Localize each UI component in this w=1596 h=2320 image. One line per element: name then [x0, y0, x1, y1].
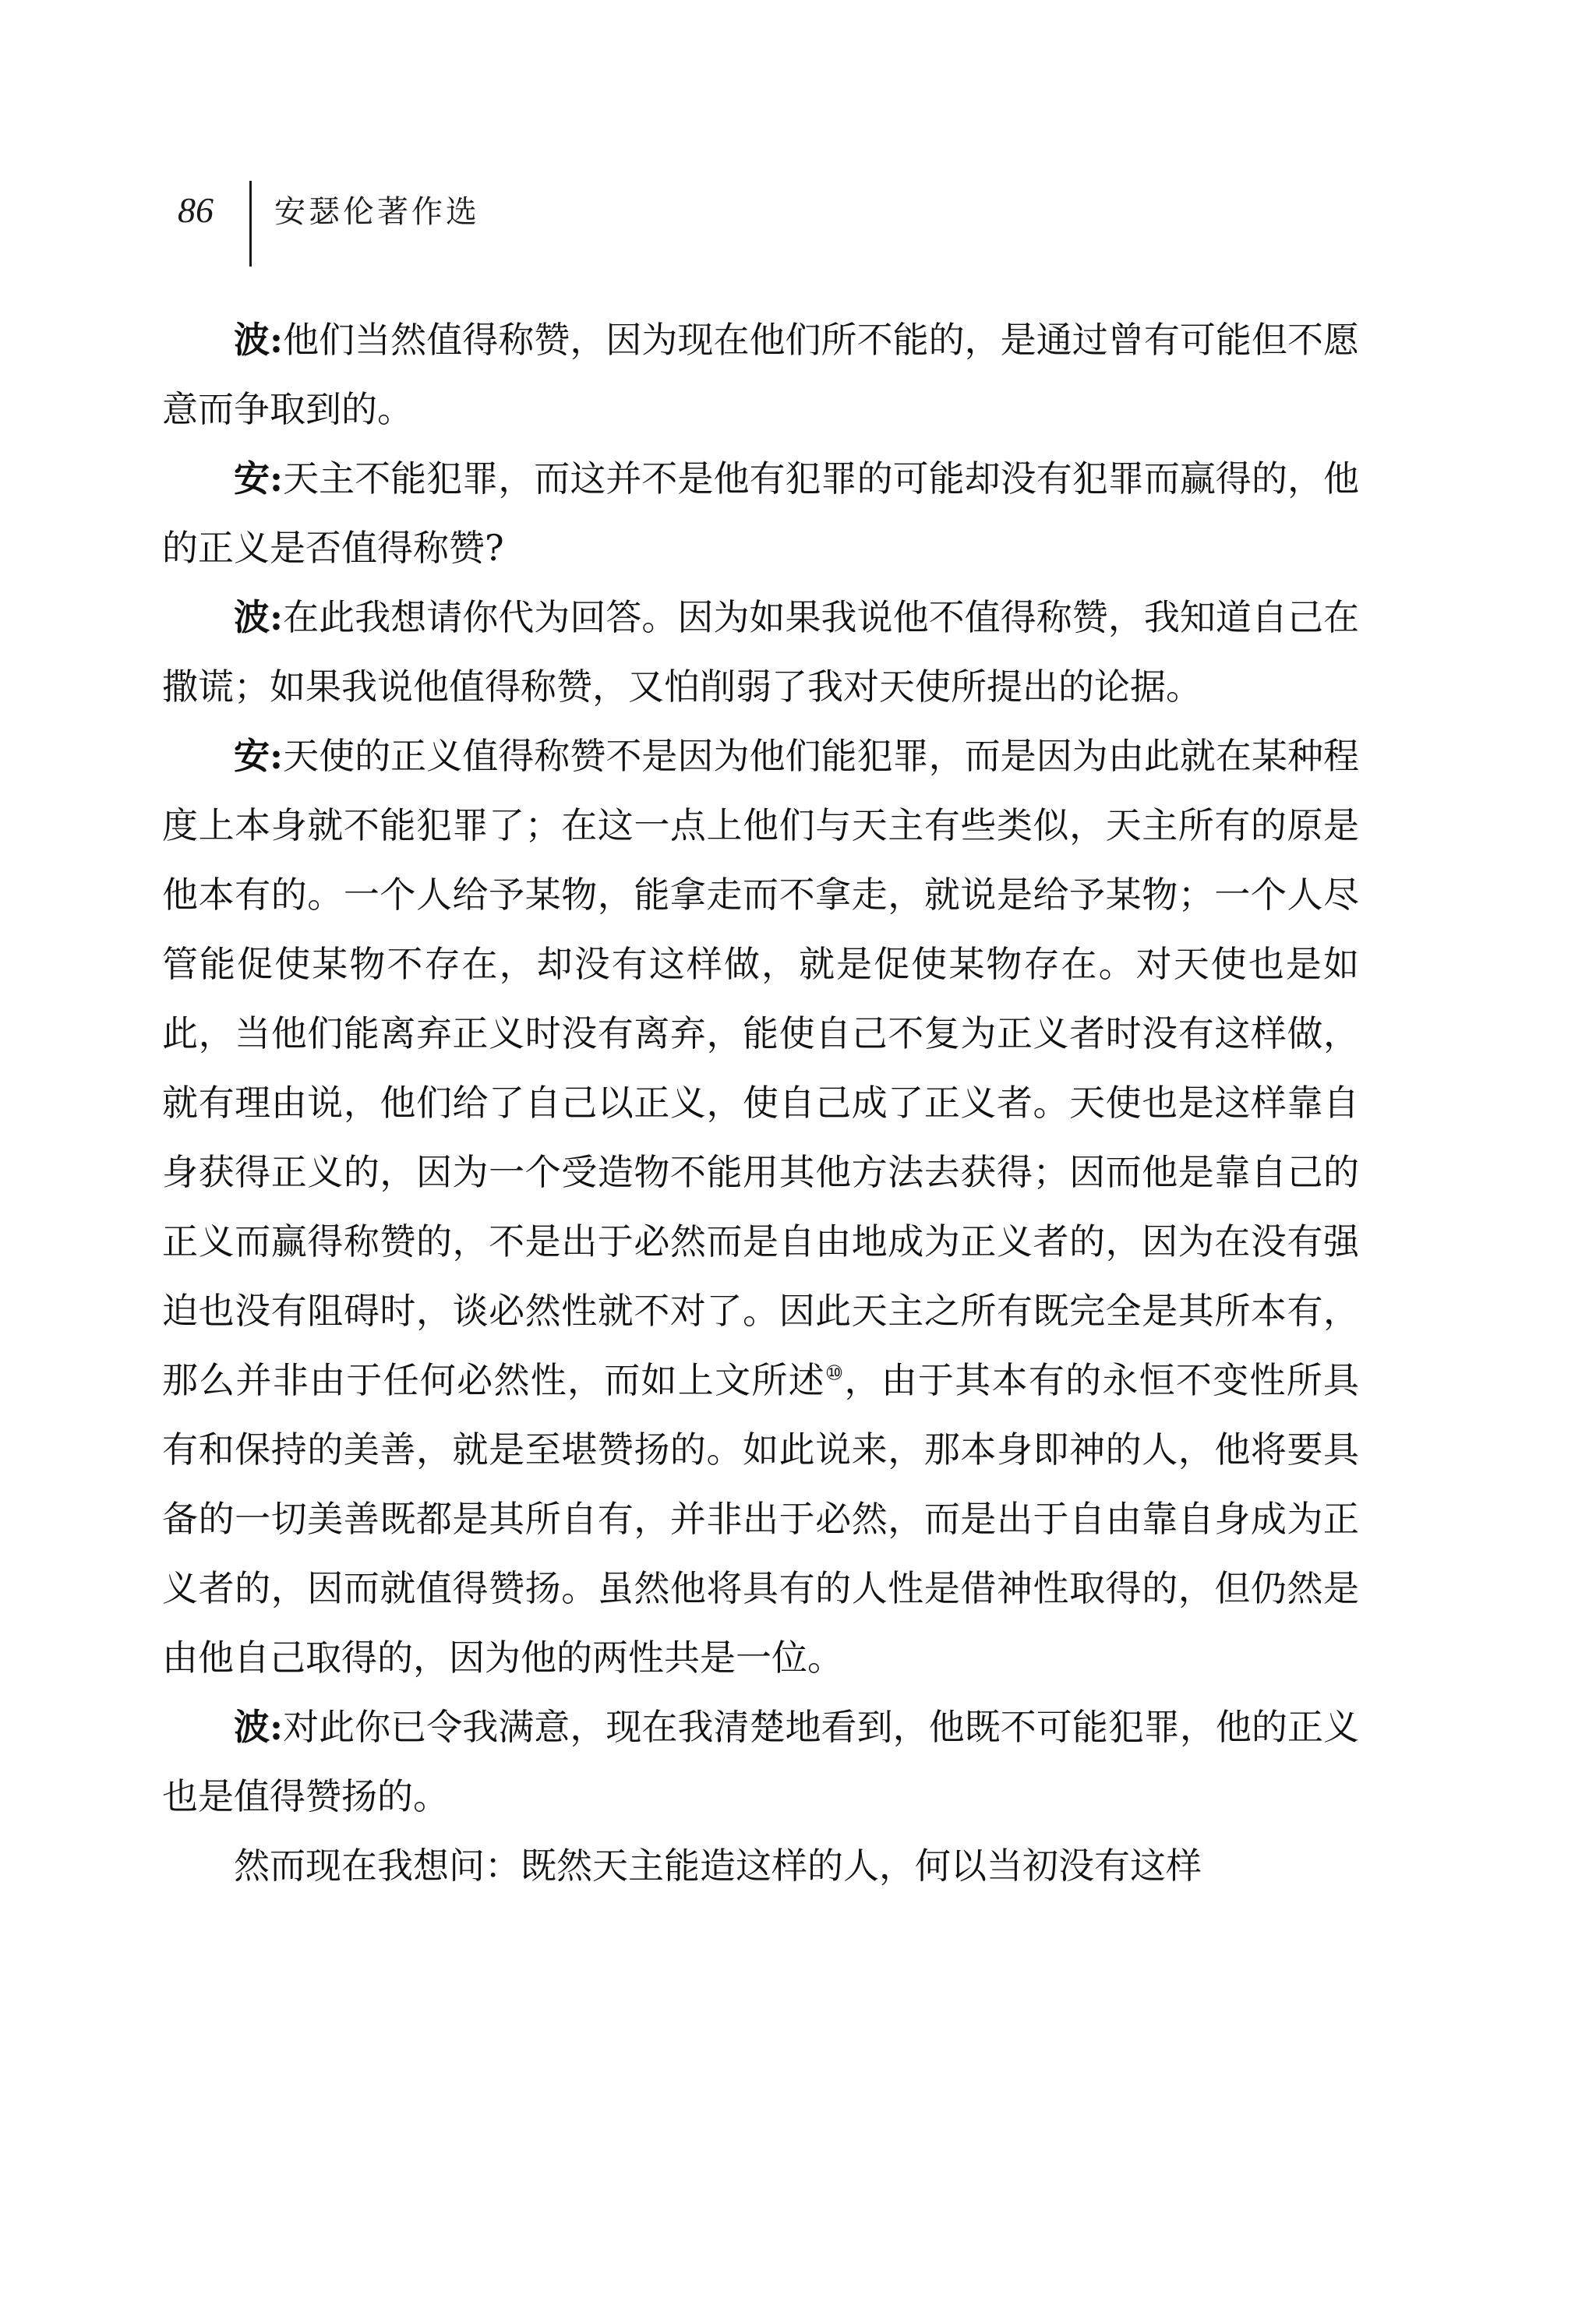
body-text [162, 305, 1359, 1901]
speaker-separator: : [270, 457, 284, 500]
paragraph-text: 天主不能犯罪，而这并不是他有犯罪的可能却没有犯罪而赢得的，他的正义是否值得称赞? [162, 457, 1360, 569]
paragraph-text: 在此我想请你代为回答。因为如果我说他不值得称赞，我知道自己在撒谎；如果我说他值得称赞，又怕削弱了我对天使所提出的论据。 [162, 596, 1360, 708]
paragraph-text: 天使的正义值得称赞不是因为他们能犯罪，而是因为由此就在某种程度上本身就不能犯罪了；在这一点上他们与天主有些类似，天主所有的原是他本有的。一个人给予某物，能拿走而不拿走，就说是给予某物；一个人尽管能促使某物不存在，却没有这样做，就是促使某物存在。对天使也是如此，当他们能离弃正义时没有离弃，能使自己不复为正义者时没有这样做，就有理由说，他们给了自己以正义，使自己成了正义者。天使也是这样靠自身获得正义的，因为一个受造物不能用其他方法去获得；因而他是靠自己的正义而赢得称赞的，不是出于必然而是自由地成为正义者的，因为在没有强迫也没有阻碍时，谈必然性就不对了。因此天主之所有既完全是其所本有，那么并非由于任何必然性，而如上文所述 [162, 735, 1360, 1401]
paragraph-text: 他们当然值得称赞，因为现在他们所不能的，是通过曾有可能但不愿意而争取到的。 [162, 319, 1360, 430]
running-title: 安瑟伦著作选 [274, 194, 480, 230]
speaker-label: 波 [234, 1706, 270, 1748]
paragraph-text-continued: ，由于其本有的永恒不变性所具有和保持的美善，就是至堪赞扬的。如此说来，那本身即神的人，他将要具备的一切美善既都是其所自有，并非出于必然，而是出于自由靠自身成为正义者的，因而就值得赞扬。虽然他将具有的人性是借神性取得的，但仍然是由他自己取得的，因为他的两性共是一位。 [162, 1359, 1360, 1679]
paragraph [162, 722, 1359, 1693]
paragraph [162, 1693, 1359, 1831]
speaker-separator: : [270, 1706, 284, 1748]
paragraph [162, 444, 1359, 583]
speaker-label: 波 [234, 319, 270, 361]
paragraph-text: 然而现在我想问：既然天主能造这样的人，何以当初没有这样 [234, 1845, 1202, 1887]
paragraph [162, 305, 1359, 444]
footnote-marker[interactable]: ⑩ [824, 1361, 845, 1386]
speaker-separator: : [270, 596, 284, 638]
speaker-label: 安 [234, 457, 270, 500]
speaker-label: 波 [234, 596, 270, 638]
header-divider [249, 181, 252, 267]
paragraph-text: 对此你已令我满意，现在我清楚地看到，他既不可能犯罪，他的正义也是值得赞扬的。 [162, 1706, 1360, 1817]
page-number: 86 [178, 190, 214, 230]
paragraph [162, 1831, 1359, 1901]
speaker-separator: : [270, 319, 284, 361]
speaker-separator: : [270, 735, 284, 777]
paragraph [162, 583, 1359, 722]
speaker-label: 安 [234, 735, 270, 777]
